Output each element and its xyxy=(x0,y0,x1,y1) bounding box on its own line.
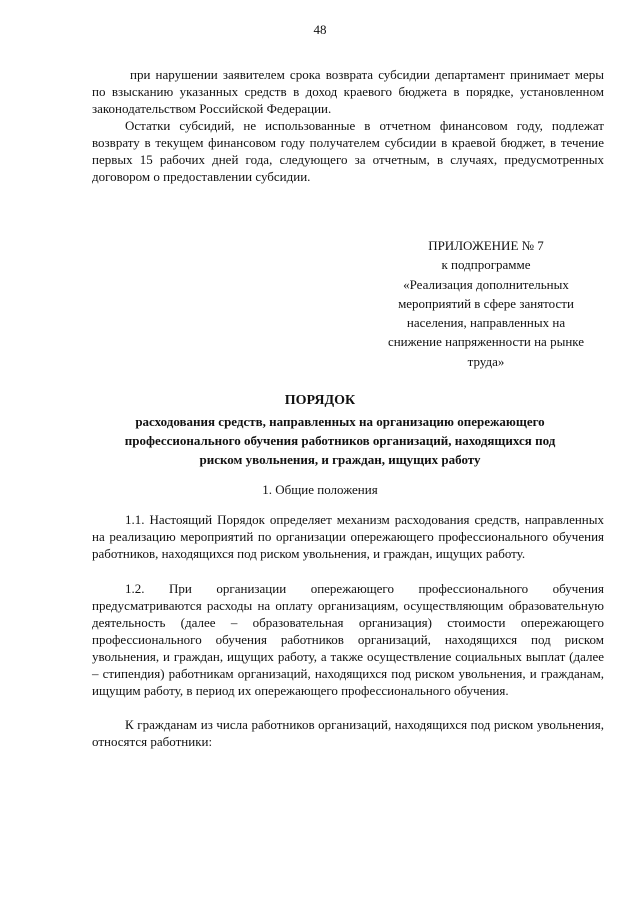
paragraph-workers-at-risk: К гражданам из числа работников организаций, находящихся под риском увольнения, относятся работники: xyxy=(92,717,604,749)
subtitle-line: риском увольнения, и граждан, ищущих работу xyxy=(199,452,481,467)
appendix-number: ПРИЛОЖЕНИЕ № 7 xyxy=(428,238,544,253)
appendix-line: труда» xyxy=(467,353,505,369)
appendix-line: «Реализация дополнительных xyxy=(403,276,569,292)
document-subtitle xyxy=(100,412,580,469)
paragraph-subsidy-remainders: Остатки субсидий, не использованные в отчетном финансовом году, подлежат возврату в текущем финансовом году получателем субсидии в краевой бюджет, в течение первых 15 рабочих дней года, следующего за отчетным, в случаях, предусмотренных договором о предоставлении субсидии. xyxy=(92,118,604,184)
appendix-header xyxy=(360,236,612,371)
paragraph-1-1: 1.1. Настоящий Порядок определяет механизм расходования средств, направленных на реализацию мероприятий по организации опережающего профессионального обучения работников, находящихся под риском увольнения, и граждан, ищущих работу. xyxy=(92,512,604,561)
appendix-line: мероприятий в сфере занятости xyxy=(398,295,574,311)
paragraph-subsidy-recovery: при нарушении заявителем срока возврата субсидии департамент принимает меры по взысканию указанных средств в доход краевого бюджета в порядке, установленном законодательством Российской Федерации. xyxy=(92,67,604,116)
page-number: 48 xyxy=(313,22,327,37)
appendix-line: снижение напряженности на рынке xyxy=(387,334,585,350)
document-title: ПОРЯДОК xyxy=(284,393,356,408)
appendix-line: к подпрограмме xyxy=(441,257,531,273)
section-heading: 1. Общие положения xyxy=(262,482,378,497)
subtitle-line: расходования средств, направленных на организацию опережающего xyxy=(135,414,545,429)
subtitle-line: профессионального обучения работников организаций, находящихся под xyxy=(124,433,556,448)
paragraph-1-2: 1.2. При организации опережающего профессионального обучения предусматриваются расходы на оплату организациям, осуществляющим образовательную деятельность (далее – образовательная организация) стоимости опережающего профессионального обучения работников организаций, находящихся под риском увольнения, и граждан, ищущих работу, а также осуществление социальных выплат (далее – стипендия) работникам организаций, находящихся под риском увольнения, и гражданам, ищущим работу, в период их опережающего профессионального обучения. xyxy=(92,581,604,698)
appendix-line: населения, направленных на xyxy=(406,315,566,331)
